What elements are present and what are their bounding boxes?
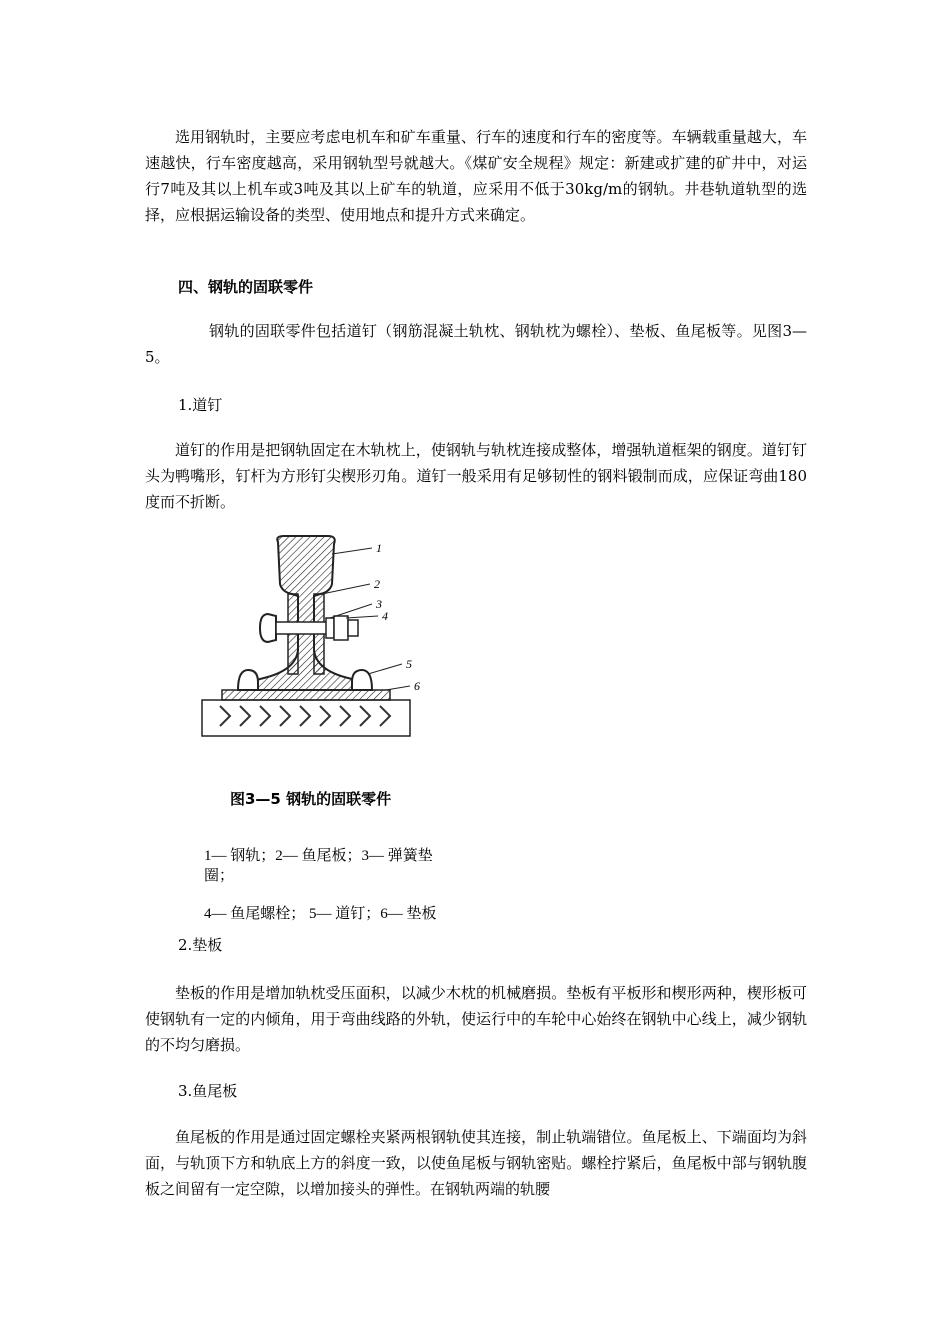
sleeper-shape: [202, 700, 410, 736]
bolt-nut: [334, 616, 348, 640]
diagram-label-5: 5: [406, 657, 412, 671]
spike-left: [238, 670, 258, 690]
diagram-label-1: 1: [376, 541, 382, 555]
bolt-end: [348, 620, 358, 636]
paragraph-fishplate: 鱼尾板的作用是通过固定螺栓夹紧两根钢轨使其连接，制止轨端错位。鱼尾板上、下端面均为斜面，与轨顶下方和轨底上方的斜度一致，以使鱼尾板与钢轨密贴。螺栓拧紧后，鱼尾板中部与钢轨腹板之间留有一定空隙，以增加接头的弹性。在钢轨两端的轨腰: [145, 1128, 807, 1198]
tie-plate-shape: [222, 690, 390, 700]
rail-fastener-diagram: [180, 532, 450, 760]
figure-rail-fasteners: [180, 532, 450, 760]
diagram-label-6: 6: [414, 679, 420, 693]
spike-right: [352, 670, 372, 690]
figure-caption: 图3—5 钢轨的固联零件: [230, 790, 392, 808]
diagram-label-3: 3: [376, 597, 382, 611]
spring-washer: [326, 618, 334, 638]
subheading-fishplate: 3.鱼尾板: [178, 1082, 238, 1100]
figure-legend-line1: 1— 钢轨；2— 鱼尾板；3— 弹簧垫圈；: [204, 848, 433, 884]
section-heading-fasteners: 四、钢轨的固联零件: [178, 278, 314, 296]
subheading-tie-plate: 2.垫板: [178, 936, 223, 954]
paragraph-tie-plate: 垫板的作用是增加轨枕受压面积，以减少木枕的机械磨损。垫板有平板形和楔形两种，楔形板可使钢轨有一定的内倾角，用于弯曲线路的外轨，使运行中的车轮中心始终在钢轨中心线上，减少钢轨的不均匀磨损。: [145, 984, 807, 1054]
paragraph-fasteners-intro: 钢轨的固联零件包括道钉（钢筋混凝土轨枕、钢轨枕为螺栓）、垫板、鱼尾板等。见图3—5。: [145, 322, 807, 366]
paragraph-rail-selection: 选用钢轨时，主要应考虑电机车和矿车重量、行车的速度和行车的密度等。车辆载重量越大，车速越快，行车密度越高，采用钢轨型号就越大。《煤矿安全规程》规定：新建或扩建的矿井中，对运行7吨及其以上机车或3吨及其以上矿车的轨道，应采用不低于30kg/m的钢轨。井巷轨道轨型的选择，应根据运输设备的类型、使用地点和提升方式来确定。: [145, 128, 807, 224]
diagram-label-2: 2: [374, 577, 380, 591]
subheading-spike: 1.道钉: [178, 396, 223, 414]
rail-shape: [256, 536, 356, 690]
figure-legend-line2: 4— 鱼尾螺栓； 5— 道钉；6— 垫板: [204, 906, 437, 922]
paragraph-spike: 道钉的作用是把钢轨固定在木轨枕上，使钢轨与轨枕连接成整体，增强轨道框架的钢度。道钉钉头为鸭嘴形，钉杆为方形钉尖楔形刃角。道钉一般采用有足够韧性的钢料锻制而成，应保证弯曲180度而不折断。: [145, 441, 807, 511]
diagram-label-4: 4: [382, 609, 388, 623]
bolt-head: [260, 614, 276, 642]
